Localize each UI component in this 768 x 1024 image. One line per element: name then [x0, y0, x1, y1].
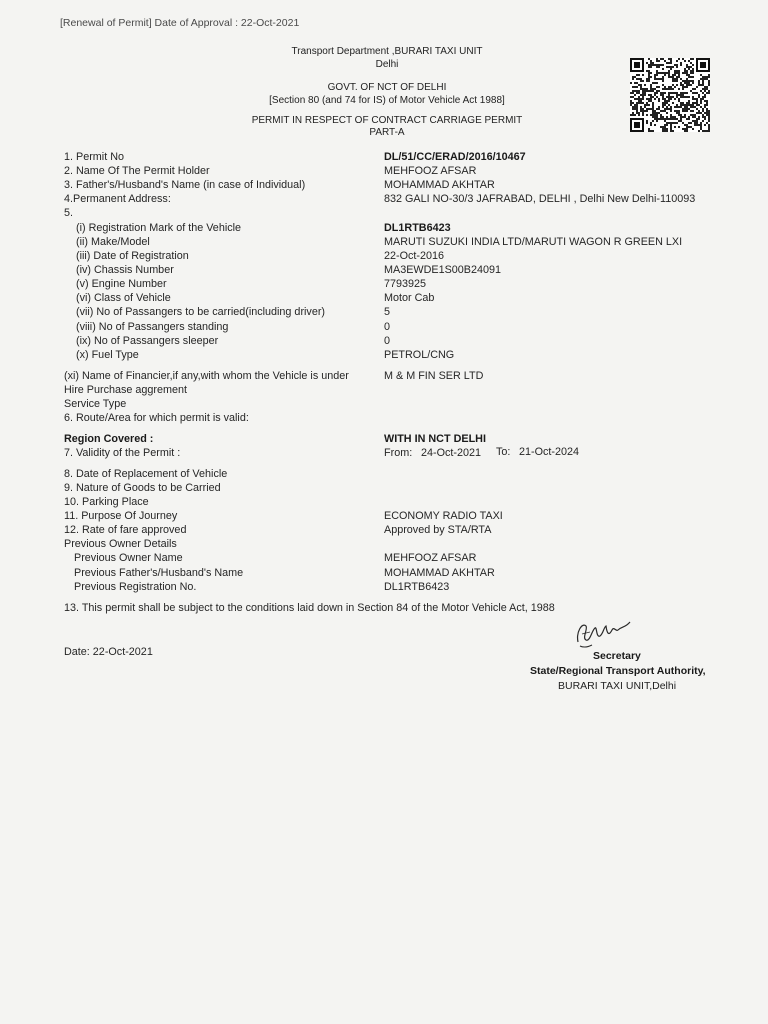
- passengers-value: 5: [384, 306, 391, 318]
- validity-to-label: To:: [496, 446, 511, 458]
- sleeper-value: 0: [384, 335, 391, 347]
- reg-date-value: 22-Oct-2016: [384, 250, 445, 262]
- goods-label: 9. Nature of Goods to be Carried: [64, 482, 221, 494]
- make-label: (ii) Make/Model: [76, 236, 150, 248]
- standing-label: (viii) No of Passangers standing: [76, 321, 229, 333]
- part-heading: PART-A: [369, 127, 405, 138]
- validity-label: 7. Validity of the Permit :: [64, 447, 181, 459]
- father-label: 3. Father's/Husband's Name (in case of Individual): [64, 179, 306, 191]
- item-five-label: 5.: [64, 207, 74, 219]
- sleeper-label: (ix) No of Passangers sleeper: [76, 335, 219, 347]
- class-value: Motor Cab: [384, 292, 435, 304]
- route-label: 6. Route/Area for which permit is valid:: [64, 412, 249, 424]
- chassis-label: (iv) Chassis Number: [76, 264, 174, 276]
- secretary-title: Secretary: [593, 650, 641, 662]
- qr-code-graphic: [630, 58, 710, 132]
- reg-date-label: (iii) Date of Registration: [76, 250, 189, 262]
- issue-date: Date: 22-Oct-2021: [64, 646, 153, 658]
- chassis-value: MA3EWDE1S00B24091: [384, 264, 502, 276]
- financier-label: (xi) Name of Financier,if any,with whom the Vehicle is under: [64, 370, 349, 382]
- engine-value: 7793925: [384, 278, 427, 290]
- prev-details-label: Previous Owner Details: [64, 538, 177, 550]
- parking-label: 10. Parking Place: [64, 496, 149, 508]
- prev-reg-value: DL1RTB6423: [384, 581, 450, 593]
- make-value: MARUTI SUZUKI INDIA LTD/MARUTI WAGON R GREEN LXI: [384, 236, 683, 248]
- engine-label: (v) Engine Number: [76, 278, 167, 290]
- fare-label: 12. Rate of fare approved: [64, 524, 187, 536]
- father-value: MOHAMMAD AKHTAR: [384, 179, 495, 191]
- prev-father-value: MOHAMMAD AKHTAR: [384, 567, 495, 579]
- permit-no-value: DL/51/CC/ERAD/2016/10467: [384, 151, 526, 163]
- validity-to-value: 21-Oct-2024: [519, 446, 580, 458]
- fuel-value: PETROL/CNG: [384, 349, 455, 361]
- authority-title: State/Regional Transport Authority,: [530, 665, 706, 677]
- reg-mark-value: DL1RTB6423: [384, 222, 451, 234]
- holder-value: MEHFOOZ AFSAR: [384, 165, 477, 177]
- financier-value: M & M FIN SER LTD: [384, 370, 484, 382]
- fuel-label: (x) Fuel Type: [76, 349, 139, 361]
- city-heading: Delhi: [375, 59, 399, 70]
- qr-code-icon: [630, 58, 710, 132]
- reg-mark-label: (i) Registration Mark of the Vehicle: [76, 222, 242, 234]
- passengers-label: (vii) No of Passangers to be carried(including driver): [76, 306, 326, 318]
- hire-purchase-label: Hire Purchase aggrement: [64, 384, 188, 396]
- validity-from-value: 24-Oct-2021: [421, 447, 482, 459]
- permit-no-label: 1. Permit No: [64, 151, 124, 163]
- unit-name: BURARI TAXI UNIT,Delhi: [558, 680, 677, 692]
- govt-heading: GOVT. OF NCT OF DELHI: [327, 82, 447, 93]
- service-type-label: Service Type: [64, 398, 127, 410]
- purpose-value: ECONOMY RADIO TAXI: [384, 510, 503, 522]
- fare-value: Approved by STA/RTA: [384, 524, 492, 536]
- standing-value: 0: [384, 321, 391, 333]
- permit-title: PERMIT IN RESPECT OF CONTRACT CARRIAGE PERMIT: [251, 115, 523, 126]
- prev-owner-value: MEHFOOZ AFSAR: [384, 552, 477, 564]
- department-heading: Transport Department ,BURARI TAXI UNIT: [291, 46, 483, 57]
- replacement-label: 8. Date of Replacement of Vehicle: [64, 468, 228, 480]
- prev-reg-label: Previous Registration No.: [74, 581, 197, 593]
- address-value: 832 GALI NO-30/3 JAFRABAD, DELHI , Delhi New Delhi-110093: [384, 193, 696, 205]
- section-heading: [Section 80 (and 74 for IS) of Motor Vehicle Act 1988]: [269, 95, 505, 106]
- region-value: WITH IN NCT DELHI: [384, 433, 486, 445]
- prev-father-label: Previous Father's/Husband's Name: [74, 567, 244, 579]
- holder-label: 2. Name Of The Permit Holder: [64, 165, 210, 177]
- approval-line: [Renewal of Permit] Date of Approval : 22-Oct-2021: [60, 17, 300, 29]
- purpose-label: 11. Purpose Of Journey: [64, 510, 178, 522]
- validity-from-label: From:: [384, 447, 413, 459]
- condition-text: 13. This permit shall be subject to the conditions laid down in Section 84 of the Motor Vehicle Act, 1988: [64, 602, 555, 614]
- address-label: 4.Permanent Address:: [64, 193, 171, 205]
- class-label: (vi) Class of Vehicle: [76, 292, 171, 304]
- prev-owner-label: Previous Owner Name: [74, 552, 183, 564]
- region-label: Region Covered :: [64, 433, 154, 445]
